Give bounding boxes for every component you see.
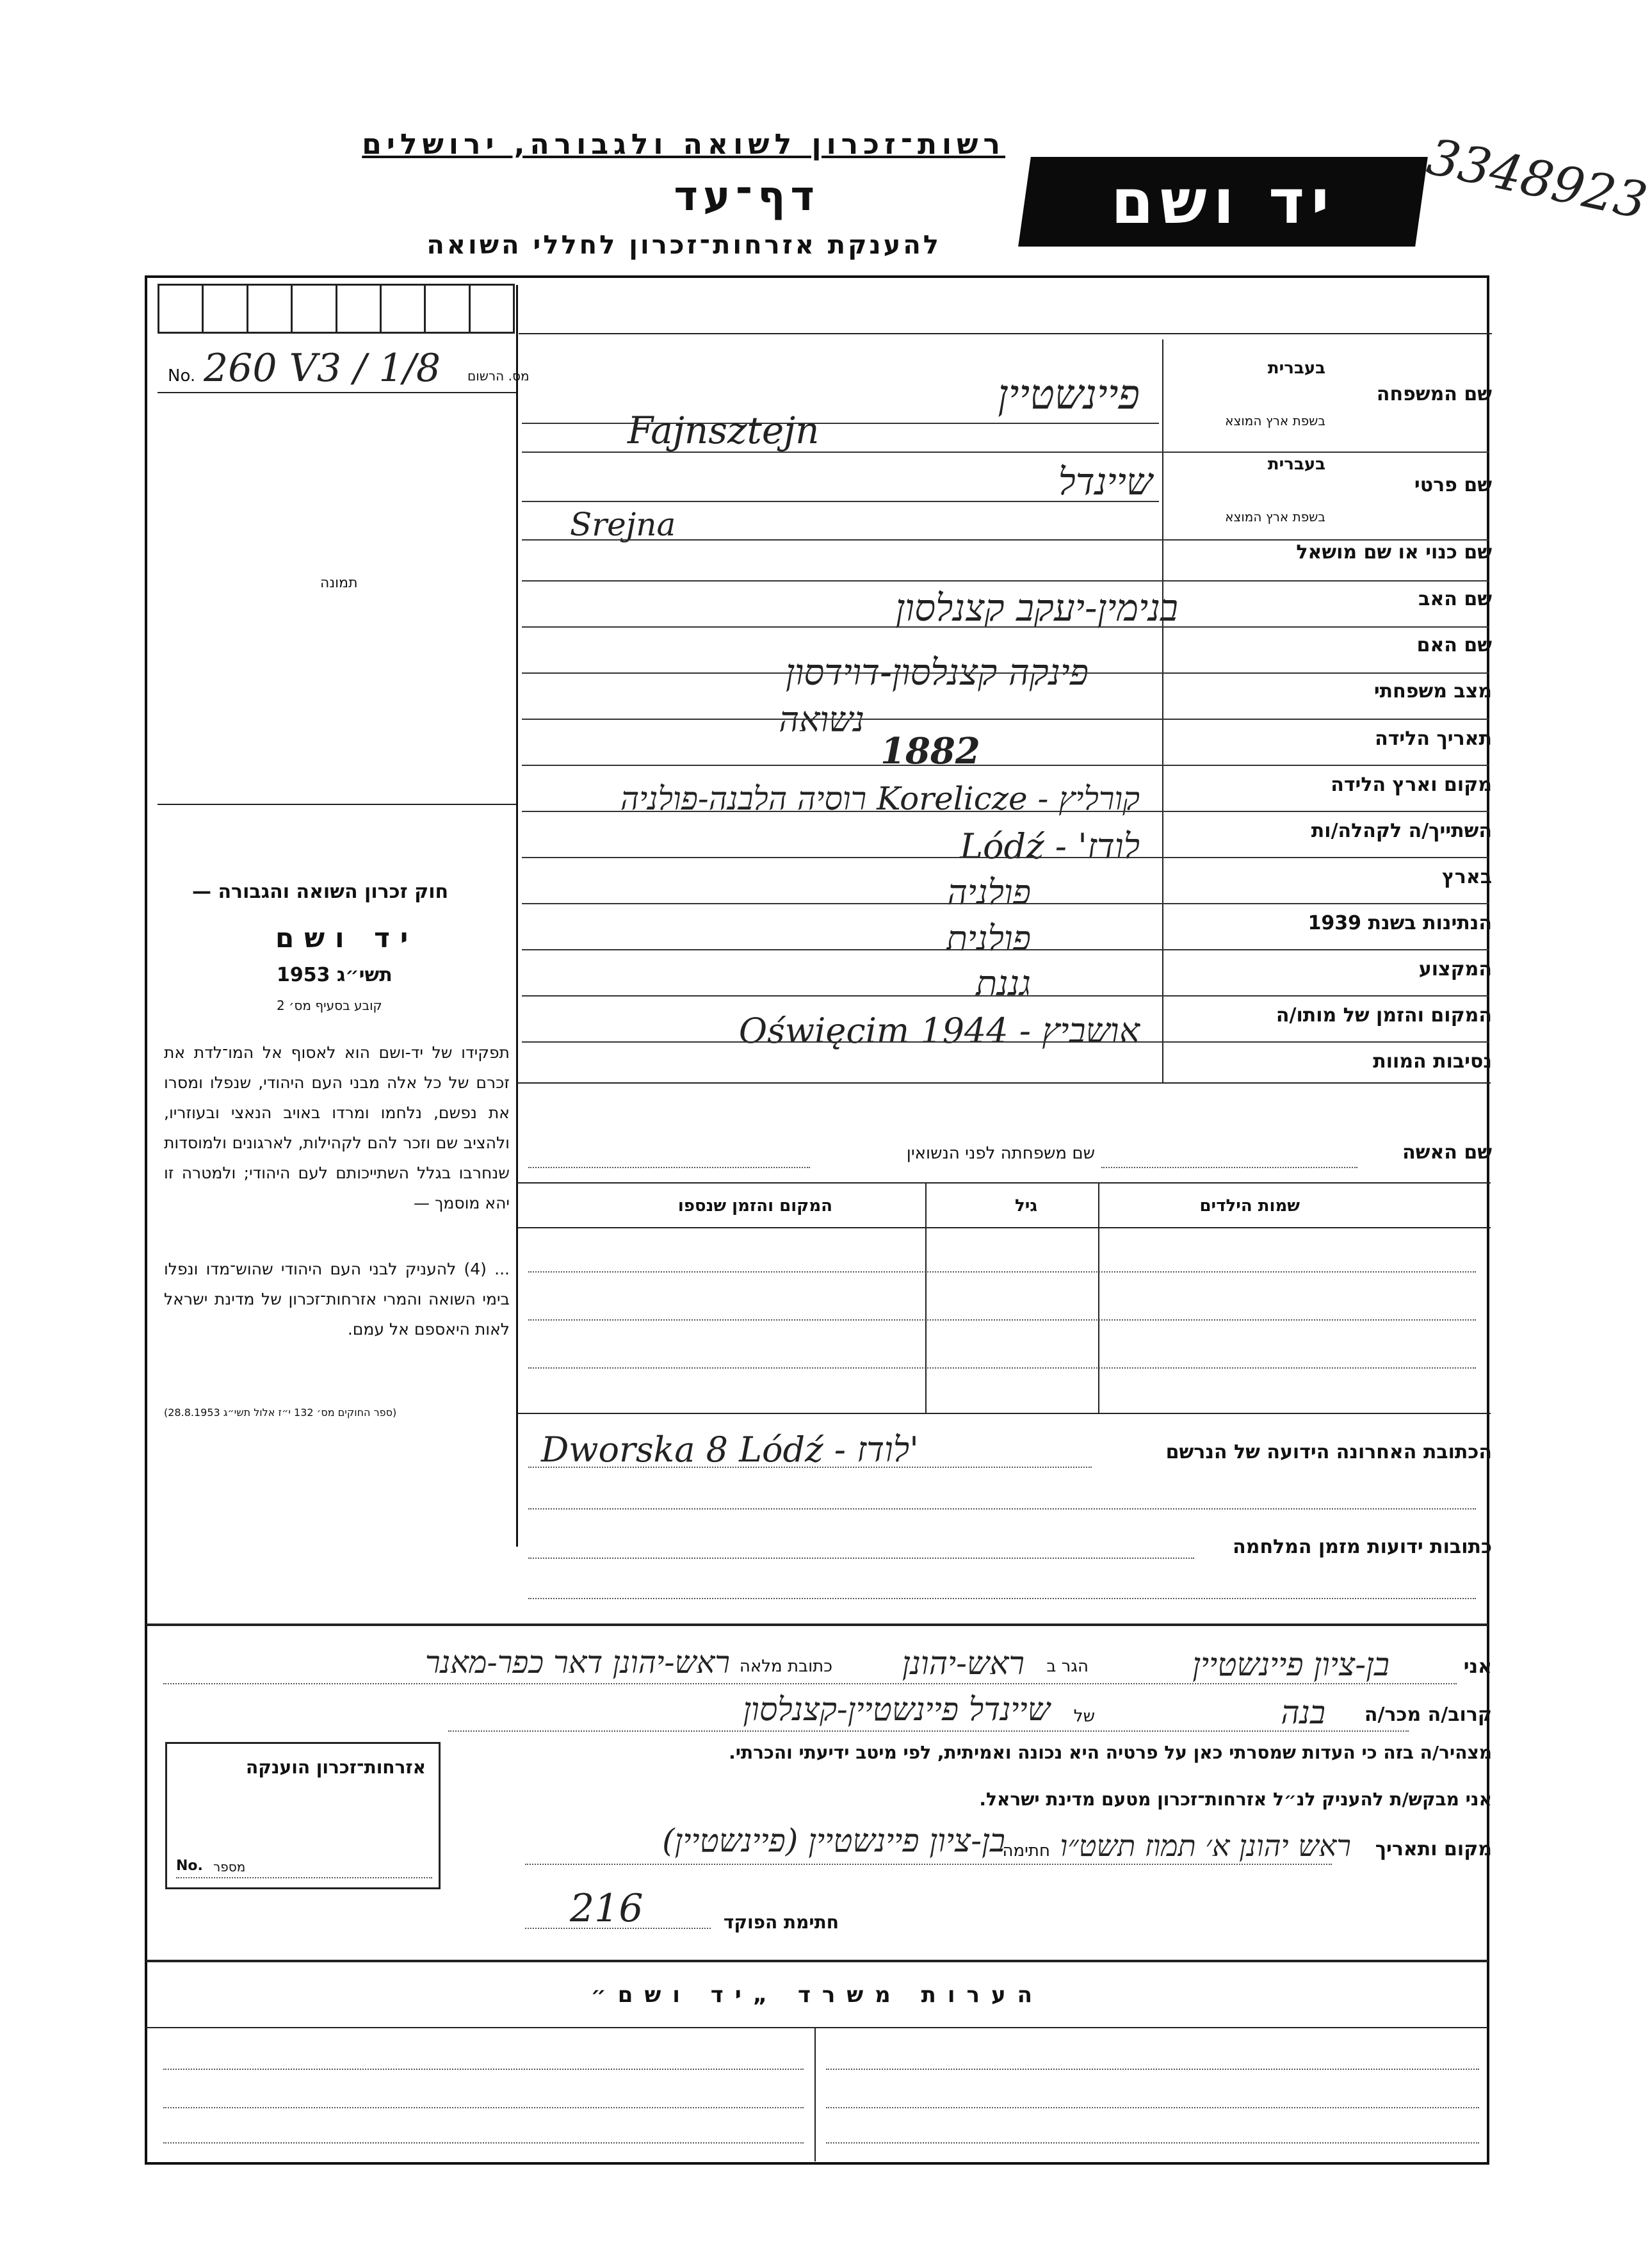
officer-signature-value: 216	[570, 1886, 644, 1931]
last-address-value: Dworska 8 Lódź - לודז'	[541, 1429, 919, 1470]
birth-place-label: מקום וארץ הלידה	[1331, 774, 1492, 796]
profession-label: המקצוע	[1418, 958, 1492, 981]
first-name-origin-sub: בשפת ארץ המוצא	[1225, 509, 1325, 525]
community-value: לודז' - Lódź	[960, 826, 1140, 867]
father-name-label: שם האב	[1418, 588, 1492, 610]
family-name-hebrew-sub: בעברית	[1267, 359, 1325, 378]
birth-place-value: קורליץ - Korelicze רוסיה הלבנה-פולניה	[620, 780, 1140, 817]
handwritten-archive-number: 3348923	[1422, 128, 1652, 231]
death-circumstances-label: נסיבות המוות	[1373, 1050, 1492, 1073]
profession-value: גננת	[976, 963, 1031, 1004]
family-name-origin-sub: בשפת ארץ המוצא	[1225, 413, 1325, 428]
father-name-value: בנימין-יעקב קצנלסון	[895, 586, 1178, 630]
registration-number: 260 V3 / 1/8	[204, 346, 441, 391]
citizenship-number-label: מספר	[213, 1859, 246, 1875]
form-subtitle: להענקת אזרחות־זכרון לחללי השואה	[426, 231, 941, 260]
relation-value: בנה	[1281, 1694, 1325, 1731]
family-name-hebrew-value: פיינשטיין	[998, 371, 1140, 419]
children-death-header: המקום והזמן שנספו	[677, 1196, 832, 1216]
relation-label: קרוב/ה מכר/ה	[1364, 1704, 1492, 1726]
law-source: (ספר החוקים מס׳ 132 י״ז אלול תשי״ג 28.8.1953)	[164, 1406, 397, 1419]
wife-name-label: שם האשה	[1402, 1141, 1492, 1164]
community-label: השתייך/ה לקהלה/ות	[1311, 820, 1492, 842]
first-name-origin-value: Srejna	[570, 506, 676, 543]
law-name: יד ושם	[275, 922, 419, 954]
photo-label: תמונה	[320, 575, 358, 591]
nickname-label: שם כנוי או שם מושאל	[1296, 541, 1492, 564]
registration-label: מס. הרשום	[467, 368, 530, 384]
office-notes-title: הערות משרד „יד ושם״	[590, 1982, 1044, 2008]
country-value: פולניה	[947, 872, 1031, 913]
form-title: דף־עד	[674, 173, 820, 220]
law-paragraph-1: תפקידו של יד-ושם הוא לאסוף אל המו־לדת את זכרם של כל אלה מבני העם היהודי, שנפלו ומסרו את נפשם, נלחמו ומרדו באויב הנאצי ובעוזריו, ולהציב שם וזכר להם לקהילות, לארגונים ולמוסדות שנחרבו בגלל השתייכותם לעם היהודי; ולמטרה זו יהא מוסמך —	[164, 1043, 510, 1212]
yad-vashem-logo	[1018, 157, 1428, 247]
nationality-value: פולנית	[946, 918, 1031, 959]
death-place-value: אושביץ - Oświęcim 1944	[738, 1011, 1140, 1051]
law-clause: קובע בסעיף מס׳ 2	[277, 998, 382, 1013]
declarant-ani: אני	[1463, 1656, 1492, 1678]
wife-maiden-label: שם משפחתה לפני הנשואין	[906, 1144, 1095, 1163]
mother-name-value: פינקה קצנלסון-דוידסון	[785, 652, 1089, 694]
law-paragraph-2: ... (4) להעניק לבני העם היהודי שהוש־מדו ונפלו בימי השואה והמרי אזרחות־זכרון של מדינת ישראל לאות היאספם אל עמם.	[164, 1260, 510, 1339]
nationality-label: הנתינות בשנת 1939	[1308, 912, 1492, 934]
citizenship-granted-title: אזרחות־זכרון הוענקה	[246, 1757, 426, 1778]
victim-name-relation: שיינדל פיינשטיין-קצנלסון	[743, 1691, 1050, 1728]
registration-no-label: No.	[168, 366, 196, 386]
citizenship-granted-box	[165, 1742, 441, 1889]
country-label: בארץ	[1441, 866, 1492, 888]
declaration-statement: מצהיר/ה בזה כי העדות שמסרתי כאן על פרטיה היא נכונה ואמיתית, לפי מיטב ידיעתי והכרתי.	[729, 1742, 1492, 1763]
full-address-label: כתובת מלאה	[739, 1657, 832, 1676]
first-name-hebrew-sub: בעברית	[1267, 455, 1325, 474]
law-year: תשי״ג 1953	[277, 964, 393, 986]
declarant-city: ראש-יהונן	[902, 1645, 1024, 1682]
law-title: חוק זכרון השואה והגבורה —	[192, 881, 449, 903]
resident-of-label: הגר ב	[1046, 1657, 1089, 1676]
children-names-header: שמות הילדים	[1199, 1196, 1300, 1216]
marital-status-value: נשואה	[779, 699, 864, 740]
declarant-name: בן-ציון פיינשטיין	[1192, 1646, 1389, 1683]
citizenship-no: No.	[176, 1858, 203, 1874]
family-name-origin-value: Fajnsztejn	[628, 409, 820, 452]
mother-name-label: שם האם	[1416, 634, 1492, 656]
declarant-address: ראש-יהונן דאר כפר-מאנר	[425, 1645, 730, 1680]
of-label: של	[1073, 1707, 1095, 1726]
place-date-value: ראש יהונן א׳ תמוז תשט״ו	[1060, 1828, 1351, 1863]
declarant-signature: בן-ציון פיינשטיין (פיינשטיין)	[662, 1822, 1005, 1859]
officer-signature-label: חתימת הפוקד	[723, 1912, 839, 1933]
wartime-address-label: כתובות ידועות מזמן המלחמה	[1233, 1536, 1492, 1558]
place-date-label: מקום ותאריך	[1375, 1838, 1492, 1860]
birth-date-label: תאריך הלידה	[1375, 728, 1492, 750]
death-place-label: המקום והזמן של מותו/ה	[1275, 1004, 1492, 1027]
authority-title: רשות־זכרון לשואה ולגבורה, ירושלים	[362, 128, 1005, 161]
declaration-request: אני מבקש/ת להעניק לנ״ל אזרחות־זכרון מטעם מדינת ישראל.	[979, 1789, 1492, 1810]
code-boxes	[158, 284, 515, 334]
logo-text: יד ושם	[1110, 166, 1336, 238]
last-address-label: הכתובת האחרונה הידועה של הנרשם	[1165, 1441, 1492, 1463]
signature-label: חתימה	[1002, 1841, 1050, 1860]
family-name-label: שם המשפחה	[1376, 383, 1492, 405]
children-age-header: גיל	[1014, 1196, 1037, 1216]
first-name-hebrew-value: שיינדל	[1058, 460, 1153, 503]
birth-date-value: 1882	[880, 730, 980, 772]
first-name-label: שם פרטי	[1414, 474, 1492, 496]
marital-status-label: מצב משפחתי	[1373, 680, 1492, 703]
